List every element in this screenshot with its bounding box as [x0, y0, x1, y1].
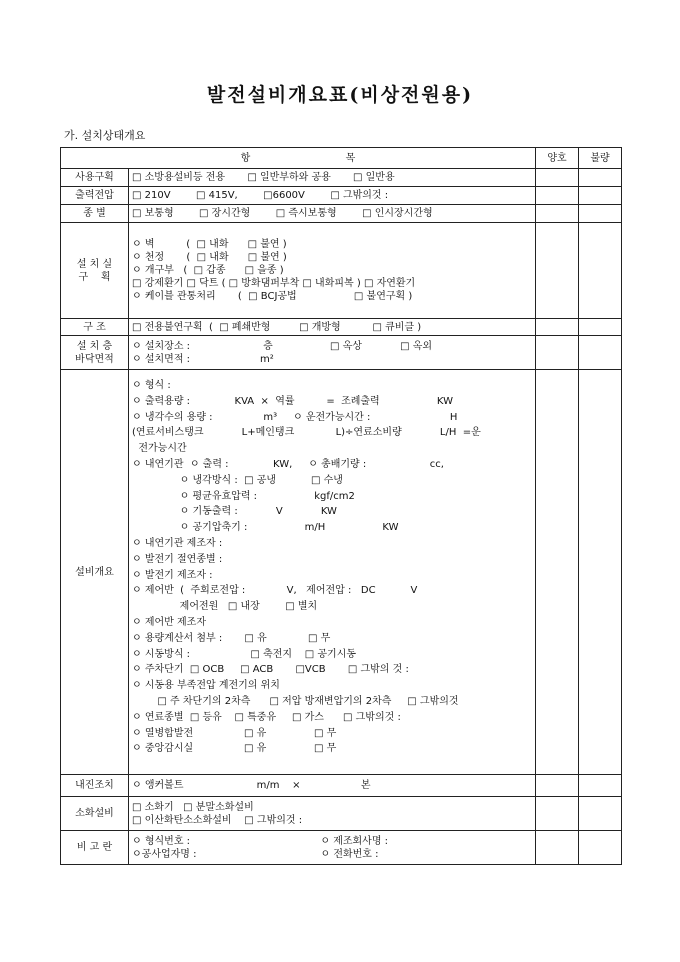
label-type: 종 별 [61, 205, 129, 223]
equipment-form-table [60, 147, 622, 865]
header-good: 양호 [536, 148, 579, 169]
overview-fields[interactable]: ㅇ 형식 : ㅇ 출력용량 : KVA × 역률 = 조례출력 KW ㅇ 냉각수의 용량 : m³ ㅇ 운전가능시간 : H (연료서비스탱크 L+메인탱크 L)÷연료소비량 L/H =운 전가능시간 ㅇ 내연기관 ㅇ 출력 : KW, ㅇ 총배기량 : cc, ㅇ 냉각방식 : □ 공냉 □ 수냉 ㅇ 평균유효압력 : kgf/cm2 ㅇ 기동출력 : V KW ㅇ 공기압축기 : m/H KW ㅇ 내연기관 제조자 : ㅇ 발전기 절연종별 : ㅇ 발전기 제조자 : ㅇ 제어반 ( 주회로전압 : V, 제어전압 : DC V 제어전원 □ 내장 □ 별치 ㅇ 제어반 제조자 ㅇ 용량계산서 첨부 : □ 유 □ 무 ㅇ 시동방식 : □ 축전지 □ 공기시동 ㅇ 주차단기 □ OCB □ ACB □VCB □ 그밖의 것 : ㅇ 시동용 부족전압 계전기의 위치 □ 주 차단기의 2차측 □ 저압 방재변압기의 2차측 □ 그밖의것 ㅇ 연료종별 □ 등유 □ 특중유 □ 가스 □ 그밖의것 : ㅇ 열병합발전 □ 유 □ 무 ㅇ 중앙감시실 □ 유 □ 무 [129, 370, 536, 775]
header-bad: 불량 [579, 148, 622, 169]
check-bad[interactable] [579, 831, 622, 865]
check-good[interactable] [536, 831, 579, 865]
usage-options[interactable]: □ 소방용설비등 전용 □ 일반부하와 공용 □ 일반용 [129, 169, 536, 187]
check-good[interactable] [536, 370, 579, 775]
label-overview: 설비개요 [61, 370, 129, 775]
check-good[interactable] [536, 169, 579, 187]
label-room: 설 치 실 구 획 [61, 223, 129, 319]
remarks-fields[interactable]: ㅇ 형식번호 : ㅇ 제조회사명 : ㅇ공사업자명 : ㅇ 전화번호 : [129, 831, 536, 865]
check-good[interactable] [536, 205, 579, 223]
label-remarks: 비 고 란 [61, 831, 129, 865]
label-seismic: 내진조치 [61, 775, 129, 797]
check-bad[interactable] [579, 319, 622, 336]
room-options[interactable]: ㅇ 벽 ( □ 내화 □ 불연 ) ㅇ 천정 ( □ 내화 □ 불연 ) ㅇ 개구부 ( □ 갑종 □ 을종 ) □ 강제환기 □ 닥트 ( □ 방화댐퍼부착 □ 내화피복 ) □ 자연환기 ㅇ 케이블 관통처리 ( □ BCJ공법 □ 불연구획 ) [129, 223, 536, 319]
check-good[interactable] [536, 797, 579, 831]
check-bad[interactable] [579, 370, 622, 775]
row-fire [61, 797, 622, 831]
row-overview [61, 370, 622, 775]
label-structure: 구 조 [61, 319, 129, 336]
section-heading: 가. 설치상태개요 [64, 129, 146, 142]
row-structure [61, 319, 622, 336]
check-good[interactable] [536, 319, 579, 336]
row-voltage [61, 187, 622, 205]
row-remarks [61, 831, 622, 865]
check-bad[interactable] [579, 205, 622, 223]
check-bad[interactable] [579, 223, 622, 319]
seismic-fields[interactable]: ㅇ 앵커볼트 m/m × 본 [129, 775, 536, 797]
header-row [61, 148, 622, 169]
type-options[interactable]: □ 보통형 □ 장시간형 □ 즉시보통형 □ 인시장시간형 [129, 205, 536, 223]
fire-options[interactable]: □ 소화기 □ 분말소화설비 □ 이산화탄소소화설비 □ 그밖의것 : [129, 797, 536, 831]
label-voltage: 출력전압 [61, 187, 129, 205]
page-title: 발전설비개요표(비상전원용) [206, 84, 474, 106]
check-bad[interactable] [579, 169, 622, 187]
label-usage: 사용구획 [61, 169, 129, 187]
row-type [61, 205, 622, 223]
location-fields[interactable]: ㅇ 설치장소 : 층 □ 옥상 □ 옥외 ㅇ 설치면적 : m² [129, 336, 536, 370]
check-bad[interactable] [579, 797, 622, 831]
row-room [61, 223, 622, 319]
check-bad[interactable] [579, 775, 622, 797]
label-location: 설 치 층 바닥면적 [61, 336, 129, 370]
check-good[interactable] [536, 187, 579, 205]
check-good[interactable] [536, 775, 579, 797]
check-bad[interactable] [579, 336, 622, 370]
row-location [61, 336, 622, 370]
label-fire: 소화설비 [61, 797, 129, 831]
check-bad[interactable] [579, 187, 622, 205]
structure-options[interactable]: □ 전용불연구획 ( □ 폐쇄반형 □ 개방형 □ 큐비클 ) [129, 319, 536, 336]
header-item: 항 목 [61, 148, 536, 169]
check-good[interactable] [536, 336, 579, 370]
check-good[interactable] [536, 223, 579, 319]
row-usage [61, 169, 622, 187]
voltage-options[interactable]: □ 210V □ 415V, □6600V □ 그밖의것 : [129, 187, 536, 205]
row-seismic [61, 775, 622, 797]
